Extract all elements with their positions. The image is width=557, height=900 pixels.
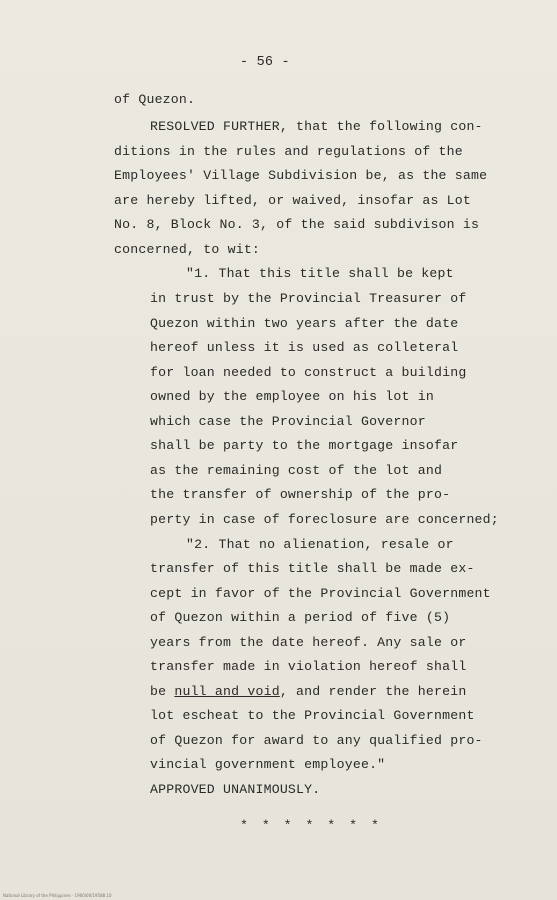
text-line: of Quezon within a period of five (5) bbox=[150, 610, 451, 625]
text-line: cept in favor of the Provincial Government bbox=[150, 586, 491, 601]
text-line: "2. That no alienation, resale or bbox=[186, 537, 454, 552]
text-line-with-underline bbox=[150, 684, 466, 700]
text-line: transfer made in violation hereof shall bbox=[150, 659, 467, 674]
text-line: are hereby lifted, or waived, insofar as Lot bbox=[114, 193, 472, 208]
text-line: vincial government employee." bbox=[150, 757, 386, 772]
underlined-phrase: null and void bbox=[174, 684, 280, 699]
text-line: perty in case of foreclosure are concerned; bbox=[150, 512, 499, 527]
text-line: ditions in the rules and regulations of the bbox=[114, 144, 463, 159]
text-line: hereof unless it is used as colleteral bbox=[150, 340, 459, 355]
text-line: years from the date hereof. Any sale or bbox=[150, 635, 467, 650]
text-line: in trust by the Provincial Treasurer of bbox=[150, 291, 467, 306]
text-line: transfer of this title shall be made ex- bbox=[150, 561, 475, 576]
text-line: for loan needed to construct a building bbox=[150, 365, 467, 380]
footer-watermark: National Library of the Philippines · 1960/00/19588.10 bbox=[3, 893, 112, 898]
text-line: No. 8, Block No. 3, of the said subdivison is bbox=[114, 217, 480, 232]
approval-line: APPROVED UNANIMOUSLY. bbox=[150, 782, 321, 797]
text-line: owned by the employee on his lot in bbox=[150, 389, 434, 404]
text-line: as the remaining cost of the lot and bbox=[150, 463, 443, 478]
text-line: Quezon within two years after the date bbox=[150, 316, 459, 331]
text-segment: be bbox=[150, 684, 175, 699]
text-line: "1. That this title shall be kept bbox=[186, 266, 454, 281]
text-line: shall be party to the mortgage insofar bbox=[150, 438, 459, 453]
text-segment: , and render the herein bbox=[279, 684, 467, 699]
text-line: which case the Provincial Governor bbox=[150, 414, 426, 429]
text-line: RESOLVED FURTHER, that the following con- bbox=[150, 119, 483, 134]
page-number: - 56 - bbox=[240, 55, 290, 70]
text-line: Employees' Village Subdivision be, as the same bbox=[114, 168, 488, 183]
text-line: of Quezon. bbox=[114, 92, 196, 107]
text-line: the transfer of ownership of the pro- bbox=[150, 487, 451, 502]
section-divider-stars: * * * * * * * bbox=[240, 818, 382, 833]
text-line: concerned, to wit: bbox=[114, 242, 261, 257]
text-line: of Quezon for award to any qualified pro- bbox=[150, 733, 483, 748]
text-line: lot escheat to the Provincial Government bbox=[150, 708, 475, 723]
